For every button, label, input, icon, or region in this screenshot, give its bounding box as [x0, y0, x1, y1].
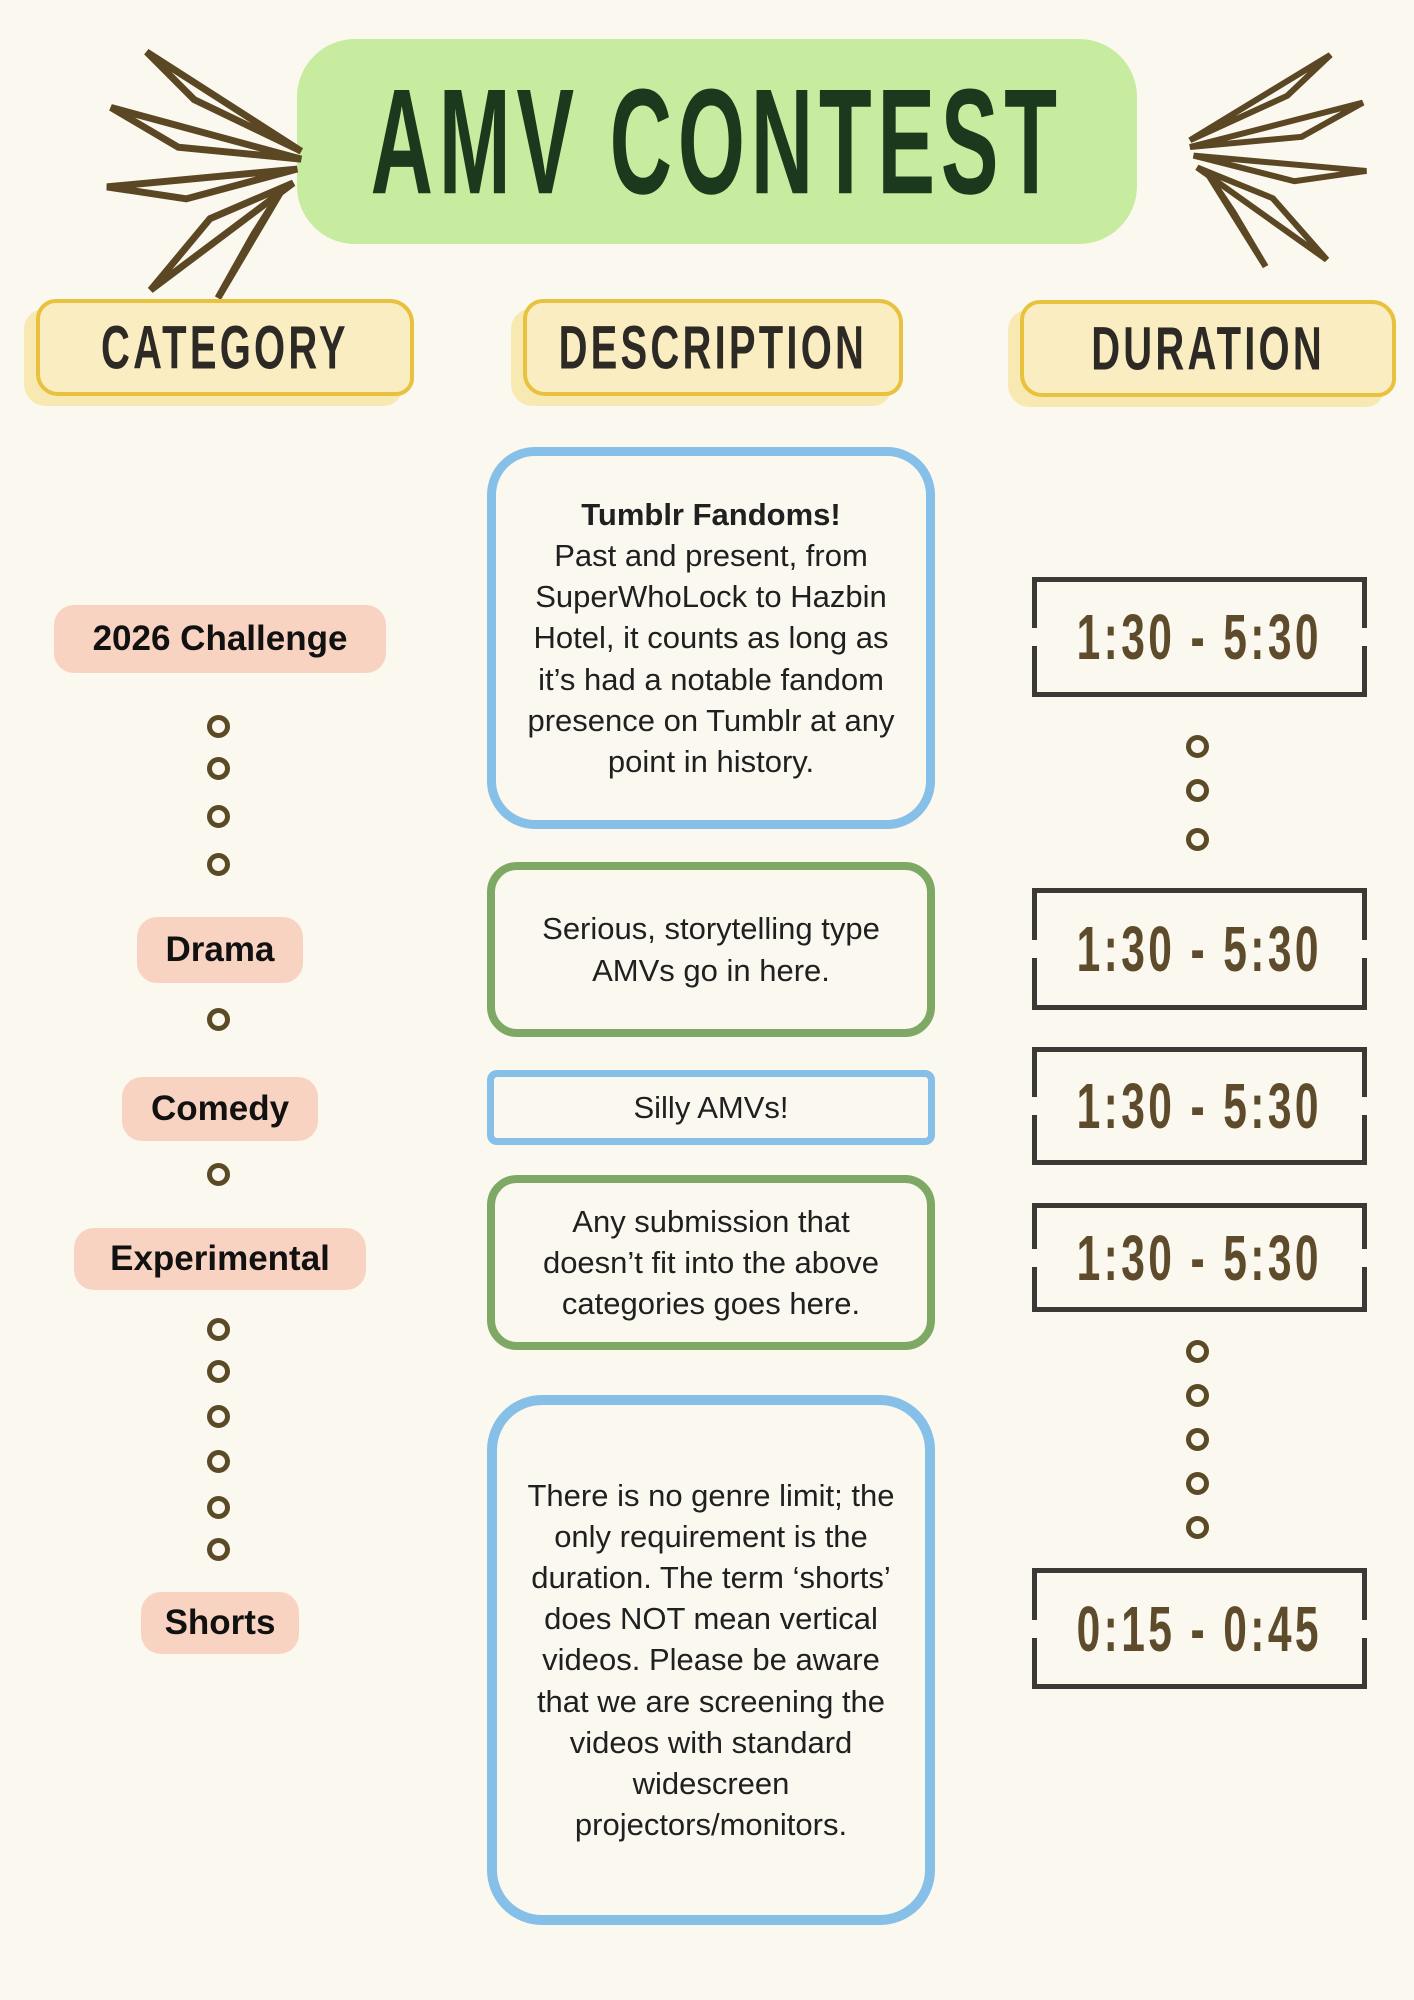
description-text: There is no genre limit; the only requirement is the duration. The term ‘shorts’ does NOT mean vertical videos. Please be aware that we are screening the videos with standard widescreen projectors/monitors. — [527, 1477, 895, 1843]
category-pill-comedy — [122, 1077, 318, 1141]
description-box-2026-challenge — [487, 447, 935, 829]
duration-box-experimental — [1032, 1203, 1367, 1312]
description-text: Past and present, from SuperWhoLock to Hazbin Hotel, it counts as long as it’s had a notable fandom presence on Tumblr at any point in history. — [527, 537, 895, 780]
duration-box-2026-challenge — [1032, 577, 1367, 697]
column-header-description — [523, 299, 903, 396]
category-pill-shorts — [141, 1592, 299, 1654]
duration-value: 1:30 - 5:30 — [1076, 601, 1323, 673]
category-label: Experimental — [110, 1239, 330, 1278]
timeline-dot — [207, 1538, 230, 1561]
duration-value: 1:30 - 5:30 — [1076, 1070, 1323, 1142]
timeline-dot — [207, 1450, 230, 1473]
description-box-shorts — [487, 1395, 935, 1925]
column-header-duration — [1020, 300, 1396, 397]
timeline-dot — [1186, 735, 1209, 758]
category-label: Drama — [165, 930, 275, 969]
timeline-dot — [1186, 1428, 1209, 1451]
column-header-category-label: CATEGORY — [101, 313, 349, 382]
timeline-dot — [207, 1318, 230, 1341]
timeline-dot — [1186, 1340, 1209, 1363]
category-pill-experimental — [74, 1228, 366, 1290]
duration-value: 1:30 - 5:30 — [1076, 1221, 1323, 1294]
burst-left-icon — [103, 44, 321, 302]
duration-box-comedy — [1032, 1047, 1367, 1165]
column-header-category — [36, 299, 414, 396]
duration-box-drama — [1032, 888, 1367, 1010]
column-header-duration-label: DURATION — [1091, 314, 1325, 383]
category-label: Shorts — [164, 1603, 276, 1642]
description-box-experimental — [487, 1175, 935, 1350]
timeline-dot — [1186, 779, 1209, 802]
title-banner — [297, 39, 1137, 244]
timeline-dot — [207, 757, 230, 780]
column-header-description-label: DESCRIPTION — [558, 313, 868, 382]
duration-value: 1:30 - 5:30 — [1076, 913, 1323, 985]
timeline-dot — [1186, 1472, 1209, 1495]
timeline-dot — [1186, 1384, 1209, 1407]
category-pill-2026-challenge — [54, 605, 386, 673]
timeline-dot — [207, 853, 230, 876]
description-box-drama — [487, 862, 935, 1037]
description-text: Any submission that doesn’t fit into the above categories goes here. — [542, 1203, 880, 1322]
timeline-dot — [207, 1008, 230, 1031]
timeline-dot — [207, 1405, 230, 1428]
poster-title: AMV CONTEST — [370, 57, 1064, 226]
description-title: Tumblr Fandoms! — [581, 496, 841, 532]
category-pill-drama — [137, 917, 303, 983]
duration-box-shorts — [1032, 1568, 1367, 1689]
timeline-dot — [1186, 1516, 1209, 1539]
duration-value: 0:15 - 0:45 — [1076, 1592, 1323, 1665]
description-text: Silly AMVs! — [633, 1089, 789, 1125]
timeline-dot — [207, 715, 230, 738]
burst-right-icon — [1172, 48, 1370, 270]
description-text: Serious, storytelling type AMVs go in here. — [542, 911, 880, 988]
timeline-dot — [207, 1496, 230, 1519]
timeline-dot — [207, 1163, 230, 1186]
category-label: 2026 Challenge — [92, 619, 348, 658]
timeline-dot — [207, 1360, 230, 1383]
description-box-comedy — [487, 1070, 935, 1145]
timeline-dot — [1186, 828, 1209, 851]
category-label: Comedy — [150, 1089, 290, 1128]
timeline-dot — [207, 805, 230, 828]
